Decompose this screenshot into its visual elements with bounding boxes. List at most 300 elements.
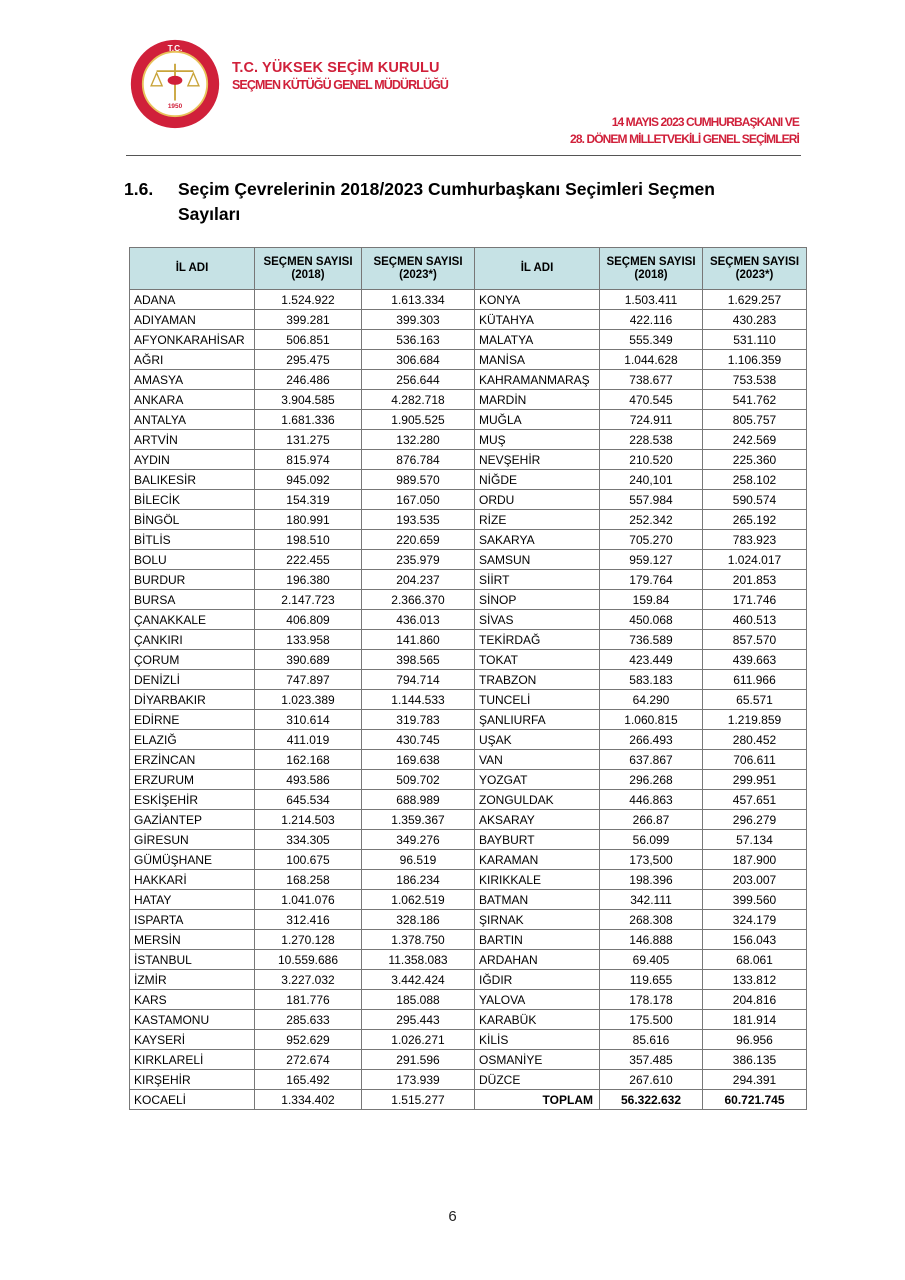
voters-2018: 815.974: [255, 450, 362, 470]
voters-2023: 1.629.257: [703, 290, 807, 310]
voters-2018: 165.492: [255, 1070, 362, 1090]
voters-2018: 85.616: [600, 1030, 703, 1050]
voters-2023: 541.762: [703, 390, 807, 410]
table-row: [130, 450, 807, 470]
voters-2018: 705.270: [600, 530, 703, 550]
province-name: TRABZON: [475, 670, 600, 690]
table-row: [130, 290, 807, 310]
province-name: KONYA: [475, 290, 600, 310]
voters-2018: 133.958: [255, 630, 362, 650]
province-name: ARTVİN: [130, 430, 255, 450]
voters-2018: 56.099: [600, 830, 703, 850]
voters-2023: 590.574: [703, 490, 807, 510]
voters-2023: 57.134: [703, 830, 807, 850]
svg-text:1950: 1950: [167, 102, 183, 110]
page-number: 6: [448, 1208, 457, 1225]
voters-2018: 1.503.411: [600, 290, 703, 310]
table-row: [130, 910, 807, 930]
voters-2018: 423.449: [600, 650, 703, 670]
province-name: ZONGULDAK: [475, 790, 600, 810]
province-name: KÜTAHYA: [475, 310, 600, 330]
voters-2018: 240,101: [600, 470, 703, 490]
table-row: [130, 590, 807, 610]
voters-2023: 783.923: [703, 530, 807, 550]
province-name: KIRKLARELİ: [130, 1050, 255, 1070]
province-name: SİİRT: [475, 570, 600, 590]
voters-2023: 1.359.367: [362, 810, 475, 830]
voters-2023: 1.062.519: [362, 890, 475, 910]
voters-2018: 342.111: [600, 890, 703, 910]
table-row: [130, 690, 807, 710]
voters-2023: 203.007: [703, 870, 807, 890]
voters-2023: 794.714: [362, 670, 475, 690]
voters-2023: 68.061: [703, 950, 807, 970]
province-name: ADIYAMAN: [130, 310, 255, 330]
voters-2023: 204.816: [703, 990, 807, 1010]
voters-2018: 747.897: [255, 670, 362, 690]
voters-2018: 959.127: [600, 550, 703, 570]
province-name: BALIKESİR: [130, 470, 255, 490]
province-name: ANTALYA: [130, 410, 255, 430]
voters-2018: 119.655: [600, 970, 703, 990]
province-name: MALATYA: [475, 330, 600, 350]
voters-2023: 11.358.083: [362, 950, 475, 970]
voters-2018: 64.290: [600, 690, 703, 710]
table-row: [130, 870, 807, 890]
province-name: KASTAMONU: [130, 1010, 255, 1030]
voters-2018: 1.334.402: [255, 1090, 362, 1110]
province-name: ANKARA: [130, 390, 255, 410]
voters-2018: 645.534: [255, 790, 362, 810]
voters-2023: 280.452: [703, 730, 807, 750]
province-name: GÜMÜŞHANE: [130, 850, 255, 870]
voters-2023: 1.613.334: [362, 290, 475, 310]
province-name: ÇANAKKALE: [130, 610, 255, 630]
province-name: AFYONKARAHİSAR: [130, 330, 255, 350]
voters-2023: 1.024.017: [703, 550, 807, 570]
province-name: SAKARYA: [475, 530, 600, 550]
voters-2018: 555.349: [600, 330, 703, 350]
voters-2018: 470.545: [600, 390, 703, 410]
ysk-emblem-logo: [129, 38, 221, 130]
province-name: AMASYA: [130, 370, 255, 390]
voters-2018: 146.888: [600, 930, 703, 950]
voters-2018: 159.84: [600, 590, 703, 610]
voters-2018: 178.178: [600, 990, 703, 1010]
svg-text:T.C.: T.C.: [167, 43, 183, 53]
voters-2018: 131.275: [255, 430, 362, 450]
voters-2018: 724.911: [600, 410, 703, 430]
voters-2023: 291.596: [362, 1050, 475, 1070]
voters-2018: 252.342: [600, 510, 703, 530]
voters-2023: 133.812: [703, 970, 807, 990]
voters-2023: 1.144.533: [362, 690, 475, 710]
table-row: [130, 650, 807, 670]
voters-2023: 1.378.750: [362, 930, 475, 950]
table-row: [130, 890, 807, 910]
voters-2018: 173,500: [600, 850, 703, 870]
organization-name: [232, 60, 448, 92]
election-title-line2: 28. DÖNEM MİLLETVEKİLİ GENEL SEÇİMLERİ: [570, 132, 799, 146]
voters-2018: 310.614: [255, 710, 362, 730]
province-name: AĞRI: [130, 350, 255, 370]
province-name: YOZGAT: [475, 770, 600, 790]
province-name: BARTIN: [475, 930, 600, 950]
province-name: SAMSUN: [475, 550, 600, 570]
province-name: ELAZIĞ: [130, 730, 255, 750]
total-label: TOPLAM: [475, 1090, 600, 1110]
province-name: ADANA: [130, 290, 255, 310]
province-name: KARABÜK: [475, 1010, 600, 1030]
province-name: OSMANİYE: [475, 1050, 600, 1070]
province-name: BAYBURT: [475, 830, 600, 850]
province-name: ERZİNCAN: [130, 750, 255, 770]
province-name: MANİSA: [475, 350, 600, 370]
table-row: [130, 630, 807, 650]
table-row: [130, 930, 807, 950]
province-name: BURSA: [130, 590, 255, 610]
voters-2018: 406.809: [255, 610, 362, 630]
province-name: MERSİN: [130, 930, 255, 950]
voters-2023: 187.900: [703, 850, 807, 870]
table-row: [130, 370, 807, 390]
province-name: ISPARTA: [130, 910, 255, 930]
voters-2018: 180.991: [255, 510, 362, 530]
col-header-il-adi: İL ADI: [130, 248, 255, 290]
voters-2018: 222.455: [255, 550, 362, 570]
voters-2018: 312.416: [255, 910, 362, 930]
voters-2023: 399.560: [703, 890, 807, 910]
voters-2018: 506.851: [255, 330, 362, 350]
province-name: MUĞLA: [475, 410, 600, 430]
table-row: [130, 550, 807, 570]
province-name: DENİZLİ: [130, 670, 255, 690]
voters-2018: 357.485: [600, 1050, 703, 1070]
province-name: TOKAT: [475, 650, 600, 670]
voters-2023: 171.746: [703, 590, 807, 610]
voters-2018: 179.764: [600, 570, 703, 590]
province-name: ŞANLIURFA: [475, 710, 600, 730]
voters-2018: 198.510: [255, 530, 362, 550]
province-name: KOCAELİ: [130, 1090, 255, 1110]
province-name: SİNOP: [475, 590, 600, 610]
voters-2018: 268.308: [600, 910, 703, 930]
election-title-line1: 14 MAYIS 2023 CUMHURBAŞKANI VE: [611, 115, 799, 129]
voters-2023: 96.519: [362, 850, 475, 870]
province-name: DÜZCE: [475, 1070, 600, 1090]
province-name: NEVŞEHİR: [475, 450, 600, 470]
voters-2023: 457.651: [703, 790, 807, 810]
table-row: [130, 610, 807, 630]
voters-2018: 736.589: [600, 630, 703, 650]
voters-2018: 422.116: [600, 310, 703, 330]
voters-2018: 1.044.628: [600, 350, 703, 370]
voters-2018: 334.305: [255, 830, 362, 850]
voters-2018: 1.214.503: [255, 810, 362, 830]
province-name: KARAMAN: [475, 850, 600, 870]
voters-2018: 1.270.128: [255, 930, 362, 950]
table-row: [130, 510, 807, 530]
voters-2023: 186.234: [362, 870, 475, 890]
province-name: KİLİS: [475, 1030, 600, 1050]
voters-2023: 173.939: [362, 1070, 475, 1090]
voters-2018: 557.984: [600, 490, 703, 510]
table-row: [130, 1070, 807, 1090]
voter-count-table: [129, 247, 807, 1110]
voters-2018: 266.493: [600, 730, 703, 750]
voters-2023: 225.360: [703, 450, 807, 470]
province-name: ORDU: [475, 490, 600, 510]
voters-2023: 242.569: [703, 430, 807, 450]
voters-2023: 96.956: [703, 1030, 807, 1050]
voters-2023: 258.102: [703, 470, 807, 490]
province-name: İSTANBUL: [130, 950, 255, 970]
voters-2023: 989.570: [362, 470, 475, 490]
province-name: IĞDIR: [475, 970, 600, 990]
section-title: Seçim Çevrelerinin 2018/2023 Cumhurbaşkanı Seçimleri Seçmen Sayıları: [178, 179, 715, 224]
voters-2023: 430.283: [703, 310, 807, 330]
voters-2023: 4.282.718: [362, 390, 475, 410]
province-name: ESKİŞEHİR: [130, 790, 255, 810]
voters-2023: 193.535: [362, 510, 475, 530]
province-name: EDİRNE: [130, 710, 255, 730]
table-row: [130, 350, 807, 370]
voters-2023: 201.853: [703, 570, 807, 590]
province-name: YALOVA: [475, 990, 600, 1010]
col-header-il-adi-2: İL ADI: [475, 248, 600, 290]
voters-2018: 168.258: [255, 870, 362, 890]
voters-2023: 181.914: [703, 1010, 807, 1030]
voters-2023: 430.745: [362, 730, 475, 750]
province-name: ŞIRNAK: [475, 910, 600, 930]
voters-2018: 1.681.336: [255, 410, 362, 430]
table-row: [130, 470, 807, 490]
section-number: 1.6.: [124, 179, 154, 199]
voters-2018: 583.183: [600, 670, 703, 690]
table-row: [130, 430, 807, 450]
voters-2018: 181.776: [255, 990, 362, 1010]
province-name: MARDİN: [475, 390, 600, 410]
province-name: TEKİRDAĞ: [475, 630, 600, 650]
table-row: [130, 970, 807, 990]
table-row: [130, 330, 807, 350]
voters-2023: 295.443: [362, 1010, 475, 1030]
voters-2023: 1.026.271: [362, 1030, 475, 1050]
voters-2023: 706.611: [703, 750, 807, 770]
org-subtitle: SEÇMEN KÜTÜĞÜ GENEL MÜDÜRLÜĞÜ: [232, 78, 449, 92]
table-row: [130, 1010, 807, 1030]
province-name: UŞAK: [475, 730, 600, 750]
voters-2018: 296.268: [600, 770, 703, 790]
table-row: [130, 1030, 807, 1050]
voters-2023: 805.757: [703, 410, 807, 430]
province-name: NİĞDE: [475, 470, 600, 490]
col-header-2018-2: SEÇMEN SAYISI (2018): [600, 248, 703, 290]
voters-2018: 446.863: [600, 790, 703, 810]
voters-2018: 162.168: [255, 750, 362, 770]
voters-2023: 436.013: [362, 610, 475, 630]
voters-2018: 272.674: [255, 1050, 362, 1070]
province-name: AYDIN: [130, 450, 255, 470]
table-row: [130, 670, 807, 690]
voters-2018: 196.380: [255, 570, 362, 590]
table-row: [130, 810, 807, 830]
province-name: KIRIKKALE: [475, 870, 600, 890]
voters-2018: 493.586: [255, 770, 362, 790]
voters-2018: 175.500: [600, 1010, 703, 1030]
province-name: BATMAN: [475, 890, 600, 910]
province-name: TUNCELİ: [475, 690, 600, 710]
voters-2023: 294.391: [703, 1070, 807, 1090]
province-name: KAYSERİ: [130, 1030, 255, 1050]
voters-2018: 69.405: [600, 950, 703, 970]
voters-2018: 3.904.585: [255, 390, 362, 410]
table-row: [130, 790, 807, 810]
election-title: [570, 114, 799, 148]
province-name: MUŞ: [475, 430, 600, 450]
voters-2023: 531.110: [703, 330, 807, 350]
voters-2018: 399.281: [255, 310, 362, 330]
total-2023: 60.721.745: [703, 1090, 807, 1110]
province-name: KIRŞEHİR: [130, 1070, 255, 1090]
province-name: ERZURUM: [130, 770, 255, 790]
table-row: [130, 770, 807, 790]
province-name: BİNGÖL: [130, 510, 255, 530]
voters-2018: 295.475: [255, 350, 362, 370]
voters-2023: 876.784: [362, 450, 475, 470]
voters-2023: 306.684: [362, 350, 475, 370]
province-name: BURDUR: [130, 570, 255, 590]
col-header-2023: SEÇMEN SAYISI (2023*): [362, 248, 475, 290]
voters-2018: 1.524.922: [255, 290, 362, 310]
voters-2023: 265.192: [703, 510, 807, 530]
voters-2023: 299.951: [703, 770, 807, 790]
voters-2023: 536.163: [362, 330, 475, 350]
voters-2018: 450.068: [600, 610, 703, 630]
voters-2023: 141.860: [362, 630, 475, 650]
voters-2018: 1.060.815: [600, 710, 703, 730]
voters-2018: 266.87: [600, 810, 703, 830]
voters-2023: 3.442.424: [362, 970, 475, 990]
voters-2023: 688.989: [362, 790, 475, 810]
voters-2023: 349.276: [362, 830, 475, 850]
table-row: [130, 710, 807, 730]
voters-2023: 399.303: [362, 310, 475, 330]
voters-2018: 100.675: [255, 850, 362, 870]
voters-2023: 1.219.859: [703, 710, 807, 730]
voters-2023: 328.186: [362, 910, 475, 930]
table-row: [130, 750, 807, 770]
voters-2023: 204.237: [362, 570, 475, 590]
voters-2018: 1.023.389: [255, 690, 362, 710]
voters-2018: 1.041.076: [255, 890, 362, 910]
voters-2018: 154.319: [255, 490, 362, 510]
voters-2023: 1.515.277: [362, 1090, 475, 1110]
voters-2018: 738.677: [600, 370, 703, 390]
voters-2018: 3.227.032: [255, 970, 362, 990]
voters-2023: 296.279: [703, 810, 807, 830]
province-name: SİVAS: [475, 610, 600, 630]
table-row: [130, 310, 807, 330]
header-divider: [126, 155, 801, 156]
province-name: GAZİANTEP: [130, 810, 255, 830]
voters-2018: 952.629: [255, 1030, 362, 1050]
voters-2023: 1.106.359: [703, 350, 807, 370]
table-row: [130, 410, 807, 430]
table-row: [130, 850, 807, 870]
voters-2018: 10.559.686: [255, 950, 362, 970]
table-row: [130, 570, 807, 590]
province-name: HAKKARİ: [130, 870, 255, 890]
voters-2023: 167.050: [362, 490, 475, 510]
province-name: BİLECİK: [130, 490, 255, 510]
voters-2018: 945.092: [255, 470, 362, 490]
voters-2018: 411.019: [255, 730, 362, 750]
total-2018: 56.322.632: [600, 1090, 703, 1110]
voters-2023: 169.638: [362, 750, 475, 770]
table-header-row: [130, 248, 807, 290]
voters-2023: 753.538: [703, 370, 807, 390]
province-name: İZMİR: [130, 970, 255, 990]
col-header-2018: SEÇMEN SAYISI (2018): [255, 248, 362, 290]
voters-2018: 390.689: [255, 650, 362, 670]
org-title: T.C. YÜKSEK SEÇİM KURULU: [232, 60, 440, 76]
voters-2023: 132.280: [362, 430, 475, 450]
voters-2018: 228.538: [600, 430, 703, 450]
voters-2018: 285.633: [255, 1010, 362, 1030]
table-row: [130, 1050, 807, 1070]
voters-2023: 256.644: [362, 370, 475, 390]
table-row-total: [130, 1090, 807, 1110]
province-name: AKSARAY: [475, 810, 600, 830]
voters-2023: 611.966: [703, 670, 807, 690]
table-row: [130, 950, 807, 970]
province-name: BOLU: [130, 550, 255, 570]
voters-2023: 185.088: [362, 990, 475, 1010]
table-row: [130, 990, 807, 1010]
province-name: VAN: [475, 750, 600, 770]
province-name: HATAY: [130, 890, 255, 910]
voters-2018: 267.610: [600, 1070, 703, 1090]
province-name: KARS: [130, 990, 255, 1010]
table-row: [130, 730, 807, 750]
table-row: [130, 530, 807, 550]
col-header-2023-2: SEÇMEN SAYISI (2023*): [703, 248, 807, 290]
voters-2023: 386.135: [703, 1050, 807, 1070]
voters-2023: 324.179: [703, 910, 807, 930]
voters-2023: 65.571: [703, 690, 807, 710]
voters-2018: 637.867: [600, 750, 703, 770]
voters-2023: 156.043: [703, 930, 807, 950]
voters-2018: 2.147.723: [255, 590, 362, 610]
voters-2023: 460.513: [703, 610, 807, 630]
voters-2018: 210.520: [600, 450, 703, 470]
voters-2023: 509.702: [362, 770, 475, 790]
voters-2023: 319.783: [362, 710, 475, 730]
voters-2023: 235.979: [362, 550, 475, 570]
province-name: ÇANKIRI: [130, 630, 255, 650]
province-name: ARDAHAN: [475, 950, 600, 970]
table-row: [130, 390, 807, 410]
voters-2023: 1.905.525: [362, 410, 475, 430]
voters-2023: 439.663: [703, 650, 807, 670]
voters-2023: 857.570: [703, 630, 807, 650]
voters-2018: 198.396: [600, 870, 703, 890]
table-row: [130, 830, 807, 850]
table-row: [130, 490, 807, 510]
voters-2023: 220.659: [362, 530, 475, 550]
province-name: ÇORUM: [130, 650, 255, 670]
